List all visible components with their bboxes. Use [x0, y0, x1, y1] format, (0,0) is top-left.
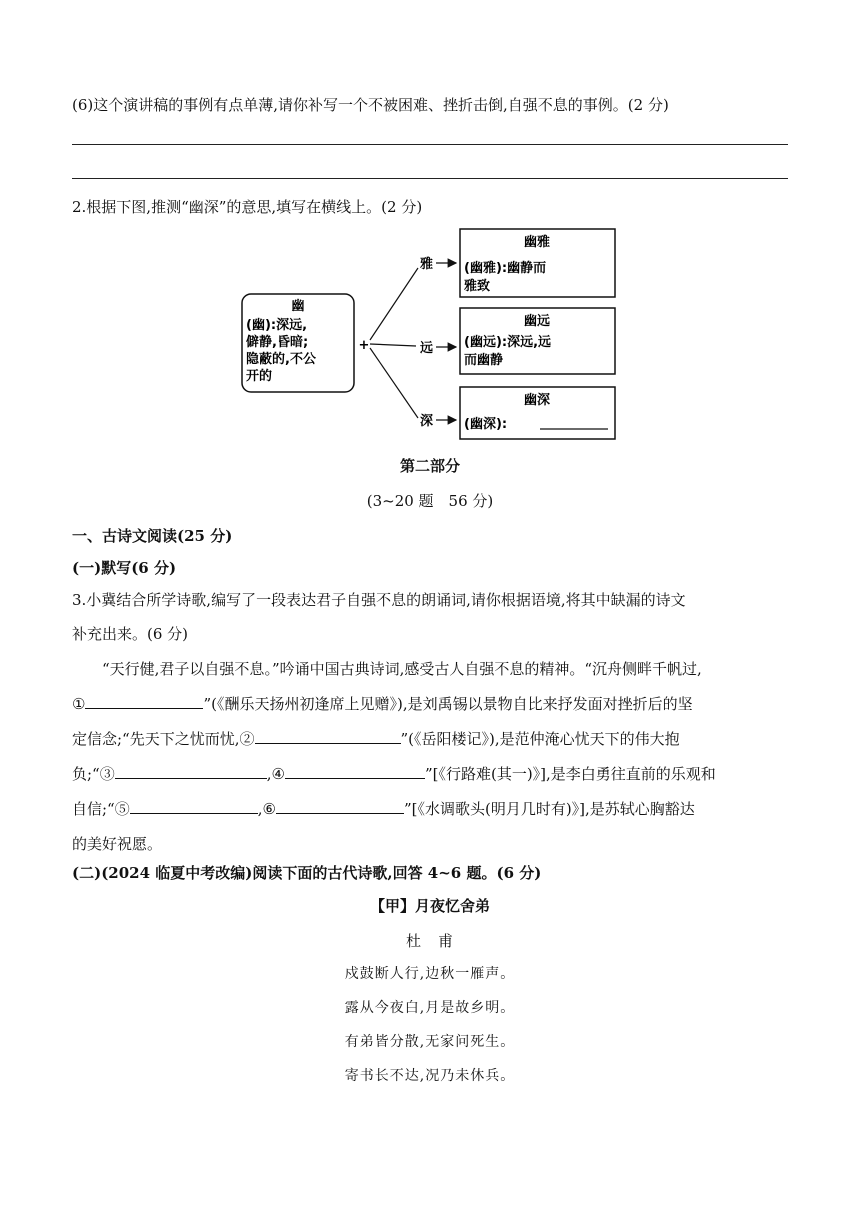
passage-text-9: ,⑥ — [257, 800, 276, 818]
root-line-4: 开的 — [246, 369, 273, 384]
passage-text-3: 定信念;“先天下之忧而忧,② — [72, 730, 255, 748]
q3-line-1: 3.小冀结合所学诗歌,编写了一段表达君子自强不息的朗诵词,请你根据语境,将其中缺漏的诗文 — [72, 591, 686, 609]
blank-1[interactable] — [85, 694, 203, 709]
passage-line-2 — [72, 687, 693, 722]
root-line-2: 僻静,昏暗; — [246, 335, 309, 350]
root-line-1: (幽):深远, — [246, 318, 308, 333]
passage-text-4: ”(《岳阳楼记》),是范仲淹心忧天下的伟大抱 — [400, 730, 680, 748]
blank-6[interactable] — [276, 799, 404, 814]
passage-text-2: ”(《酬乐天扬州初逢席上见赠》),是刘禹锡以景物自比来抒发面对挫折后的坚 — [203, 695, 693, 713]
passage-text-11: 的美好祝愿。 — [72, 835, 163, 853]
poem-author: 杜 甫 — [405, 932, 454, 950]
box-youya-line-2: 雅致 — [464, 279, 491, 294]
q3-line-2: 补充出来。(6 分) — [72, 625, 189, 643]
branch-line-2 — [370, 344, 416, 346]
poem-title: 【甲】月夜忆舍弟 — [369, 897, 490, 915]
passage-line-4 — [72, 757, 716, 792]
box-youshen-line-1: (幽深): — [464, 417, 508, 432]
word-diagram — [230, 222, 630, 448]
passage — [72, 652, 788, 862]
part2-title: 第二部分 — [399, 457, 460, 475]
box-youya-title: 幽雅 — [523, 235, 551, 250]
box-youya-line-1: (幽雅):幽静而 — [464, 261, 547, 276]
root-line-3: 隐蔽的,不公 — [246, 352, 316, 367]
section1-sub2: (二)(2024 临夏中考改编)阅读下面的古代诗歌,回答 4~6 题。(6 分) — [72, 864, 542, 882]
box-youyuan-line-1: (幽远):深远,远 — [464, 335, 552, 350]
root-title: 幽 — [291, 299, 305, 314]
section1-heading: 一、古诗文阅读(25 分) — [72, 527, 233, 545]
section1-sub1: (一)默写(6 分) — [72, 559, 177, 577]
blank-3[interactable] — [115, 764, 267, 779]
poem-line-2: 露从今夜白,月是故乡明。 — [344, 1000, 516, 1016]
passage-text-6: ,④ — [266, 765, 285, 783]
passage-text-7: ”[《行路难(其一)》],是李白勇往直前的乐观和 — [424, 765, 716, 783]
branch-line-3 — [370, 348, 418, 418]
branch-char-3: 深 — [420, 414, 434, 429]
passage-line-5 — [72, 792, 695, 827]
branch-line-1 — [370, 268, 418, 340]
blank-4[interactable] — [285, 764, 425, 779]
box-youshen-title: 幽深 — [523, 393, 551, 408]
blank-2[interactable] — [255, 729, 401, 744]
question-2: 2.根据下图,推测“幽深”的意思,填写在横线上。(2 分) — [72, 198, 423, 216]
box-youyuan-line-2: 而幽静 — [464, 353, 504, 368]
part2-subtitle: (3~20 题 56 分) — [366, 492, 494, 510]
poem-line-1: 戍鼓断人行,边秋一雁声。 — [344, 966, 516, 982]
passage-text-10: ”[《水调歌头(明月几时有)》],是苏轼心胸豁达 — [403, 800, 695, 818]
passage-text-1: “天行健,君子以自强不息。”吟诵中国古典诗词,感受古人自强不息的精神。“沉舟侧畔千帆过, — [102, 660, 702, 678]
box-youyuan-title: 幽远 — [523, 314, 551, 329]
passage-line-3 — [72, 722, 680, 757]
passage-text-8: 自信;“⑤ — [72, 800, 130, 818]
poem-line-4: 寄书长不达,况乃未休兵。 — [344, 1068, 516, 1084]
branch-char-2: 远 — [420, 341, 434, 356]
answer-line-2 — [72, 178, 788, 179]
answer-line-1 — [72, 144, 788, 145]
passage-text-5: 负;“③ — [72, 765, 115, 783]
plus-sign: + — [358, 338, 370, 353]
blank-5[interactable] — [130, 799, 258, 814]
blank-marker-1: ① — [72, 695, 86, 713]
poem-line-3: 有弟皆分散,无家问死生。 — [344, 1034, 516, 1050]
question-6: (6)这个演讲稿的事例有点单薄,请你补写一个不被困难、挫折击倒,自强不息的事例。(2 分) — [72, 96, 669, 114]
branch-char-1: 雅 — [420, 257, 434, 272]
